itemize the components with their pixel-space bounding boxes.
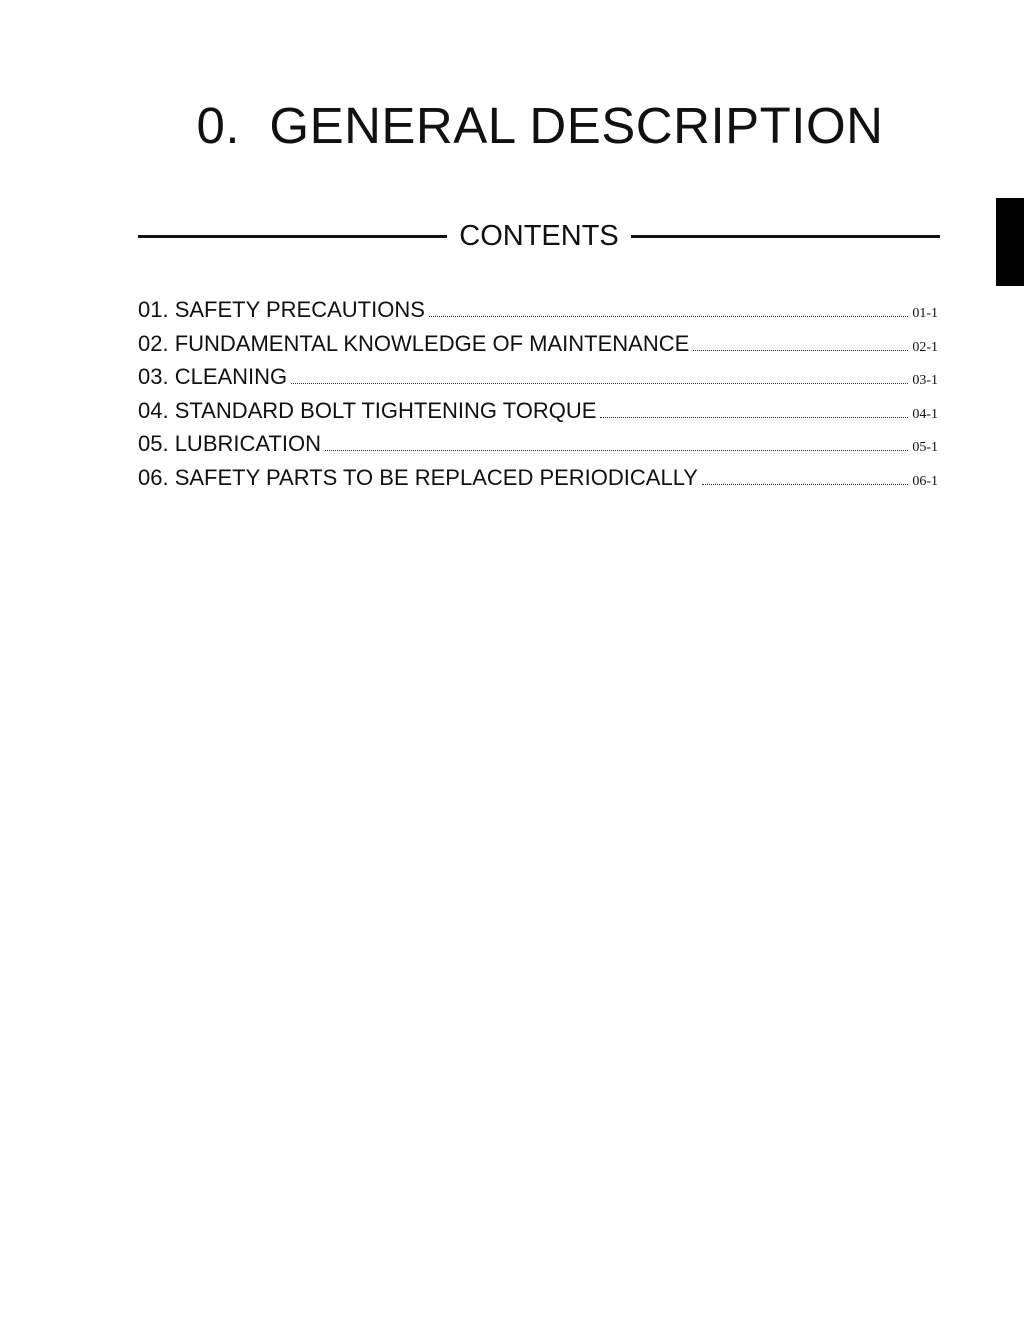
toc-entry-page: 01-1 <box>912 306 938 321</box>
contents-label: CONTENTS <box>459 220 619 252</box>
toc-entry-title: 02. FUNDAMENTAL KNOWLEDGE OF MAINTENANCE <box>138 330 690 356</box>
toc-dot-leader <box>702 483 908 485</box>
toc-entry-title: 05. LUBRICATION <box>138 431 321 457</box>
toc-entry-title: 04. STANDARD BOLT TIGHTENING TORQUE <box>138 397 597 423</box>
toc-entry-page: 03-1 <box>912 373 938 389</box>
toc-dot-leader <box>600 416 908 418</box>
page-title: 0. GENERAL DESCRIPTION <box>196 97 884 154</box>
heading-rule-left <box>138 235 447 238</box>
toc-entry[interactable] <box>138 327 938 361</box>
toc-dot-leader <box>693 349 908 351</box>
toc-entry-title: 03. CLEANING <box>138 364 288 390</box>
toc-entry[interactable] <box>138 427 938 461</box>
toc-entry-page: 04-1 <box>912 406 938 422</box>
toc-dot-leader <box>291 382 908 384</box>
toc-entry-page: 05-1 <box>912 440 938 456</box>
toc-entry[interactable] <box>138 394 938 428</box>
toc-entry-page: 02-1 <box>912 339 938 355</box>
table-of-contents <box>138 293 938 495</box>
toc-dot-leader <box>429 315 908 317</box>
toc-entry-title: 01. SAFETY PRECAUTIONS <box>138 297 425 322</box>
toc-entry[interactable] <box>138 360 938 394</box>
section-tab-marker <box>996 198 1024 286</box>
contents-heading <box>138 216 940 256</box>
toc-dot-leader <box>325 449 908 451</box>
toc-entry[interactable] <box>138 461 938 495</box>
toc-entry-page: 06-1 <box>912 473 938 489</box>
heading-rule-right <box>631 235 940 238</box>
toc-entry-title: 06. SAFETY PARTS TO BE REPLACED PERIODICALLY <box>138 464 698 490</box>
toc-entry[interactable] <box>138 293 938 327</box>
